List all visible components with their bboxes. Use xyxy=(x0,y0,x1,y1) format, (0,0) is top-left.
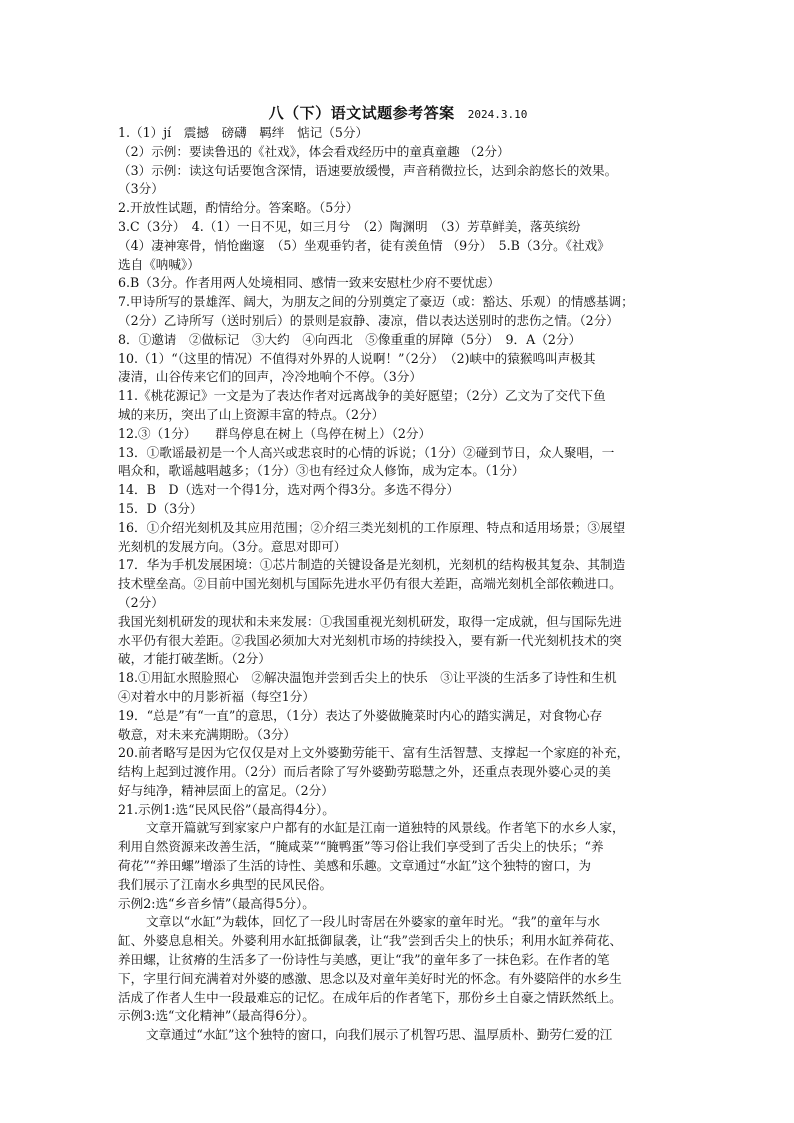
answer-line: 11.《桃花源记》一文是为了表达作者对远离战争的美好愿望；（2分）乙文为了交代下鱼 xyxy=(118,388,606,404)
answer-line: 17．华为手机发展困境：①芯片制造的关键设备是光刻机，光刻机的结构极其复杂、其制造 xyxy=(118,557,626,573)
answer-line: 3.C（3分） 4.（1）一日不见，如三月兮 （2）陶渊明 （3）芳草鲜美，落英缤纷 xyxy=(118,218,581,234)
answer-line: （3分） xyxy=(118,181,164,197)
answer-line: 我们展示了江南水乡典型的民风民俗。 xyxy=(118,876,333,892)
answer-line: （2分） xyxy=(118,594,164,610)
answer-line: 16．①介绍光刻机及其应用范围；②介绍三类光刻机的工作原理、特点和适用场景；③展望 xyxy=(118,519,626,535)
answer-line: 6.B（3分。作者用两人处境相同、感情一致来安慰杜少府不要忧虑） xyxy=(118,275,500,291)
answer-line: 21.示例1:选“民风民俗”（最高得4分）。 xyxy=(118,801,335,817)
answer-line: （2）示例：要读鲁迅的《社戏》，体会看戏经历中的童真童趣 （2分） xyxy=(118,143,510,159)
answer-line: 文章通过“水缸”这个独特的窗口，向我们展示了机智巧思、温厚质朴、勤劳仁爱的江 xyxy=(146,1027,613,1043)
answer-line: 14．B D（选对一个得1分，选对两个得3分。多选不得分） xyxy=(118,482,460,498)
answer-line: 15．D（3分） xyxy=(118,500,203,516)
exam-date: 2024.3.10 xyxy=(467,108,528,121)
answer-line: 唱众和，歌谣越唱越多；（1分）③也有经过众人修饰，成为定本。（1分） xyxy=(118,463,525,479)
answer-line: 文章以“水缸”为载体，回忆了一段儿时寄居在外婆家的童年时光。“我”的童年与水 xyxy=(146,914,600,930)
answer-line: 凄清，山谷传来它们的回声，冷冷地响个不停。（3分） xyxy=(118,369,422,385)
answer-line: 活成了作者人生中一段最难忘的记忆。在成年后的作者笔下，那份乡土自豪之情跃然纸上。 xyxy=(118,989,622,1005)
answer-line: 文章开篇就写到家家户户都有的水缸是江南一道独特的风景线。作者笔下的水乡人家， xyxy=(146,820,625,836)
answer-line: 20.前者略写是因为它仅仅是对上文外婆勤劳能干、富有生活智慧、支撑起一个家庭的补充， xyxy=(118,745,630,761)
answer-line: 光刻机的发展方向。（3分。意思对即可） xyxy=(118,538,347,554)
answer-line: 下，字里行间充满着对外婆的感激、思念以及对童年美好时光的怀念。有外婆陪伴的水乡生 xyxy=(118,970,622,986)
answer-line: 我国光刻机研发的现状和未来发展：①我国重视光刻机研发，取得一定成就，但与国际先进 xyxy=(118,613,622,629)
answer-line: 利用自然资源来改善生活，“腌咸菜”“腌鸭蛋”等习俗让我们享受到了舌尖上的快乐；“养 xyxy=(118,839,604,855)
answer-sheet xyxy=(118,103,678,1045)
answer-line: 7.甲诗所写的景雄浑、阔大，为朋友之间的分别奠定了豪迈（或：豁达、乐观）的情感基调； xyxy=(118,294,634,310)
header xyxy=(118,103,678,123)
answer-line: 13．①歌谣最初是一个人高兴或悲哀时的心情的诉说；（1分）②碰到节日，众人聚唱，一 xyxy=(118,444,615,460)
answer-line: 荷花”“养田螺”增添了生活的诗性、美感和乐趣。文章通过“水缸”这个独特的窗口，为 xyxy=(118,858,591,874)
answer-line: 选自《呐喊》） xyxy=(118,256,200,272)
answer-line: 城的来历，突出了山上资源丰富的特点。（2分） xyxy=(118,406,385,422)
answer-line: （3）示例：读这句话要饱含深情，语速要放缓慢，声音稍微拉长，达到余韵悠长的效果。 xyxy=(118,162,618,178)
answer-line: （2分）乙诗所写（送时别后）的景则是寂静、凄凉，借以表达送别时的悲伤之情。（2分） xyxy=(118,312,619,328)
answer-line: 12.③（1分） 群鸟停息在树上（鸟停在树上）（2分） xyxy=(118,425,432,441)
answer-line: 结构上起到过渡作用。（2分）而后者除了写外婆勤劳聪慧之外，还重点表现外婆心灵的美 xyxy=(118,764,611,780)
answer-line: 18.①用缸水照脸照心 ②解决温饱并尝到舌尖上的快乐 ③让平淡的生活多了诗性和生机 xyxy=(118,670,617,686)
answer-line: 10.（1）“（这里的情况）不值得对外界的人说啊！”（2分） （2)峡中的猿猴鸣叫声极其 xyxy=(118,350,596,366)
answer-line: 19．“总是”有“一直”的意思，（1分）表达了外婆做腌菜时内心的踏实满足，对食物心存 xyxy=(118,707,603,723)
answer-line: 缸、外婆息息相关。外婆利用水缸抵御鼠袭，让“我”尝到舌尖上的快乐；利用水缸养荷花、 xyxy=(118,933,623,949)
answer-line: 示例2:选“乡音乡情”（最高得5分）。 xyxy=(118,895,315,911)
page-title: 八（下）语文试题参考答案 xyxy=(268,104,455,122)
answer-line: 2.开放性试题，酌情给分。答案略。（5分） xyxy=(118,200,359,216)
answer-line: 好与纯净，精神层面上的富足。（2分） xyxy=(118,782,334,798)
answer-line: 敬意，对未来充满期盼。（3分） xyxy=(118,726,297,742)
answer-line: 技术壁垒高。②目前中国光刻机与国际先进水平仍有很大差距，高端光刻机全部依赖进口。 xyxy=(118,576,622,592)
answer-body xyxy=(118,124,678,1045)
answer-line: 8．①邀请 ②做标记 ③大约 ④向西北 ⑤像重重的屏障（5分） 9．A（2分） xyxy=(118,331,582,347)
answer-line: （4）凄神寒骨，悄怆幽邃 （5）坐观垂钓者，徒有羡鱼情 （9分） 5.B（3分。《社戏》 xyxy=(118,237,610,253)
answer-line: 1.（1）jí 震撼 磅礴 羁绊 惦记（5分） xyxy=(118,125,369,140)
answer-line: 养田螺，让贫瘠的生活多了一份诗性与美感，更让“我”的童年多了一抹色彩。在作者的笔 xyxy=(118,952,610,968)
answer-line: 水平仍有很大差距。②我国必须加大对光刻机市场的持续投入，要有新一代光刻机技术的突 xyxy=(118,632,622,648)
answer-line: 示例3:选“文化精神”（最高得6分）。 xyxy=(118,1008,315,1024)
answer-line: ④对着水中的月影祈福（每空1分） xyxy=(118,688,315,704)
answer-line: 破，才能打破垄断。（2分） xyxy=(118,651,271,667)
